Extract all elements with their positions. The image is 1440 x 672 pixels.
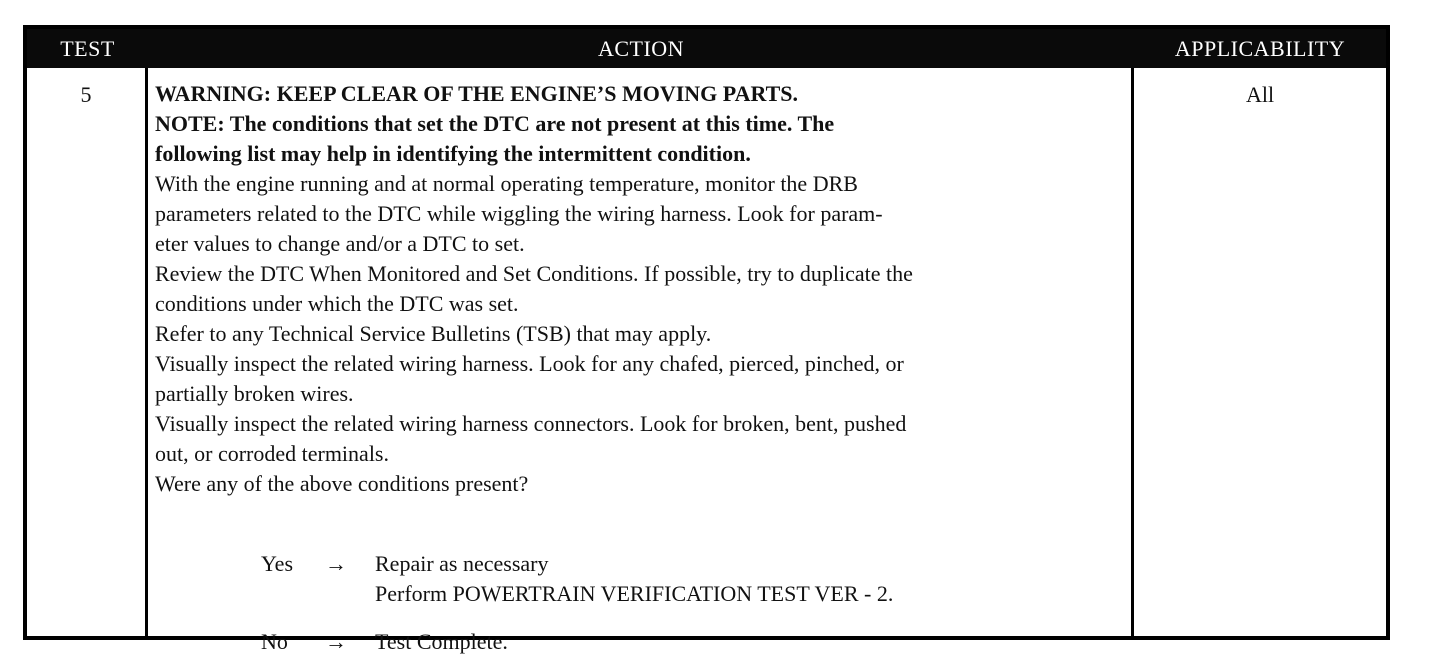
yes-action-text: Perform POWERTRAIN VERIFICATION TEST VER - 2. — [375, 581, 894, 606]
action-cell — [155, 79, 1127, 499]
note-text: NOTE: The conditions that set the DTC are not present at this time. The — [155, 111, 835, 136]
column-divider — [1131, 68, 1134, 636]
instruction-line: conditions under which the DTC was set. — [155, 291, 519, 316]
no-action-text: Test Complete. — [375, 629, 508, 654]
yes-action-text: Repair as necessary — [375, 551, 549, 576]
no-label: No — [261, 629, 288, 654]
right-arrow-icon: → — [325, 629, 347, 654]
warning-text: WARNING: KEEP CLEAR OF THE ENGINE’S MOVING PARTS. — [155, 81, 799, 106]
column-divider — [145, 68, 148, 636]
instruction-line: Visually inspect the related wiring harness connectors. Look for broken, bent, pushed — [155, 411, 907, 436]
instruction-line: partially broken wires. — [155, 381, 354, 406]
instruction-line: Refer to any Technical Service Bulletins (TSB) that may apply. — [155, 321, 712, 346]
test-number: 5 — [80, 82, 92, 107]
instruction-line: out, or corroded terminals. — [155, 441, 389, 466]
right-arrow-icon: → — [325, 551, 347, 576]
header-applicability: APPLICABILITY — [1174, 36, 1346, 61]
yes-label: Yes — [261, 551, 294, 576]
instruction-line: parameters related to the DTC while wiggling the wiring harness. Look for param- — [155, 201, 883, 226]
header-action: ACTION — [597, 36, 685, 61]
header-test: TEST — [60, 36, 115, 61]
applicability-value: All — [1245, 82, 1275, 107]
question-line: Were any of the above conditions present? — [155, 471, 529, 496]
instruction-line: Visually inspect the related wiring harness. Look for any chafed, pierced, pinched, or — [155, 351, 904, 376]
instruction-line: With the engine running and at normal operating temperature, monitor the DRB — [155, 171, 858, 196]
table-header-row — [27, 29, 1386, 68]
instruction-line: eter values to change and/or a DTC to set. — [155, 231, 525, 256]
no-answer — [261, 627, 961, 657]
diagnostic-procedure-table — [23, 25, 1390, 654]
note-text: following list may help in identifying the intermittent condition. — [155, 141, 751, 166]
instruction-line: Review the DTC When Monitored and Set Conditions. If possible, try to duplicate the — [155, 261, 913, 286]
